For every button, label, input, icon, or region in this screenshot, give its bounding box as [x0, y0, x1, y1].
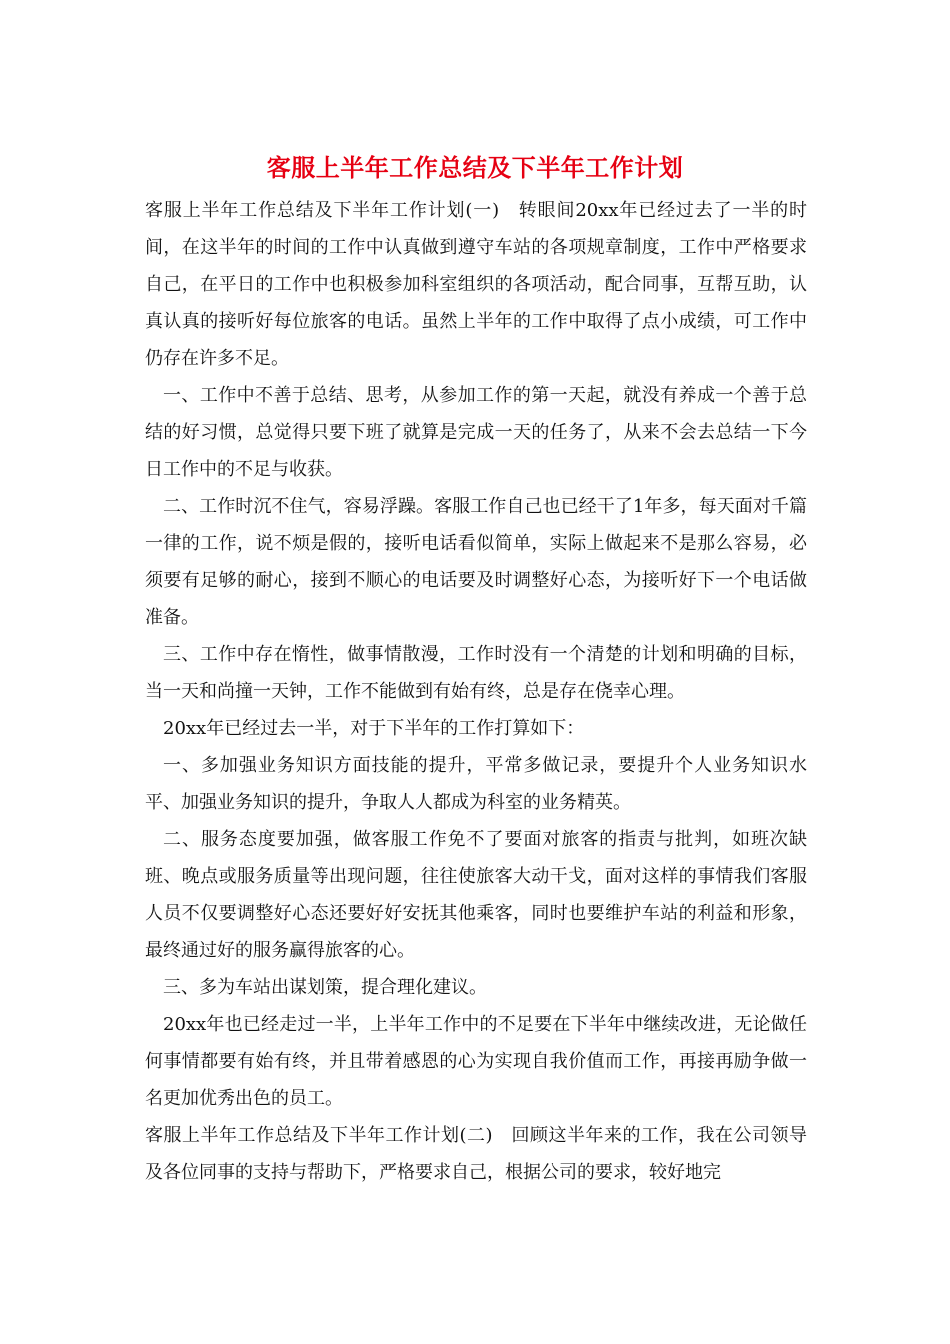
document-body	[145, 192, 807, 1191]
paragraph-part-two: 客服上半年工作总结及下半年工作计划(二) 回顾这半年来的工作，我在公司领导及各位同事的支持与帮助下，严格要求自己，根据公司的要求，较好地完	[145, 1125, 807, 1183]
paragraph-issue-3: 三、工作中存在惰性，做事情散漫，工作时没有一个清楚的计划和明确的目标，当一天和尚撞一天钟，工作不能做到有始有终，总是存在侥幸心理。	[145, 644, 807, 702]
paragraph-conclusion: 20xx年也已经走过一半，上半年工作中的不足要在下半年中继续改进，无论做任何事情都要有始有终，并且带着感恩的心为实现自我价值而工作，再接再励争做一名更加优秀出色的员工。	[145, 1014, 807, 1109]
paragraph-issue-1: 一、工作中不善于总结、思考，从参加工作的第一天起，就没有养成一个善于总结的好习惯，总觉得只要下班了就算是完成一天的任务了，从来不会去总结一下今日工作中的不足与收获。	[145, 385, 807, 480]
paragraph-plan-3: 三、多为车站出谋划策，提合理化建议。	[163, 977, 487, 998]
paragraph-plan-intro: 20xx年已经过去一半，对于下半年的工作打算如下：	[163, 718, 585, 739]
document-title: 客服上半年工作总结及下半年工作计划	[266, 154, 684, 182]
paragraph-plan-1: 一、多加强业务知识方面技能的提升，平常多做记录，要提升个人业务知识水平、加强业务知识的提升，争取人人都成为科室的业务精英。	[145, 755, 807, 813]
paragraph-issue-2: 二、工作时沉不住气，容易浮躁。客服工作自己也已经干了1年多，每天面对千篇一律的工作，说不烦是假的，接听电话看似简单，实际上做起来不是那么容易，必须要有足够的耐心，接到不顺心的电话要及时调整好心态，为接听好下一个电话做准备。	[145, 496, 807, 628]
paragraph-plan-2: 二、服务态度要加强，做客服工作免不了要面对旅客的指责与批判，如班次缺班、晚点或服务质量等出现问题，往往使旅客大动干戈，面对这样的事情我们客服人员不仅要调整好心态还要好好安抚其他乘客，同时也要维护车站的利益和形象，最终通过好的服务赢得旅客的心。	[145, 829, 807, 961]
paragraph-intro: 客服上半年工作总结及下半年工作计划(一) 转眼间20xx年已经过去了一半的时间，在这半年的时间的工作中认真做到遵守车站的各项规章制度，工作中严格要求自己，在平日的工作中也积极参加科室组织的各项活动，配合同事，互帮互助，认真认真的接听好每位旅客的电话。虽然上半年的工作中取得了点小成绩，可工作中仍存在许多不足。	[145, 200, 807, 369]
